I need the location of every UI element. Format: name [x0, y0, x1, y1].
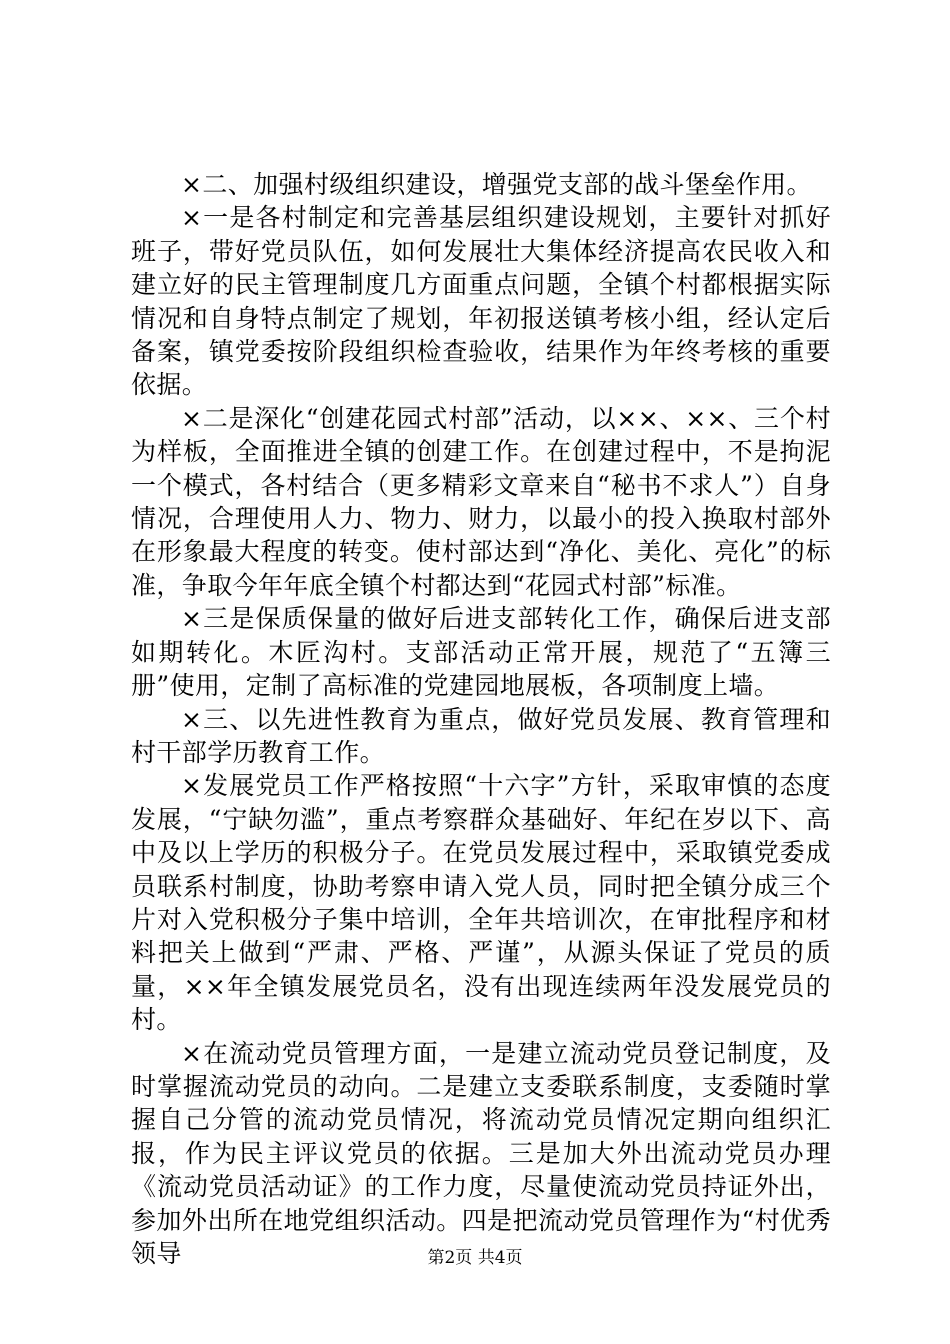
- paragraph-mobile-members: ×在流动党员管理方面，一是建立流动党员登记制度，及时掌握流动党员的动向。二是建立支委联系制度，支委随时掌握自己分管的流动党员情况，将流动党员情况定期向组织汇报，作为民主评议党员的依据。三是加大外出流动党员办理《流动党员活动证》的工作力度，尽量使流动党员持证外出，参加外出所在地党组织活动。四是把流动党员管理作为“村优秀领导: [131, 1038, 831, 1268]
- section-heading-3: ×三、以先进性教育为重点，做好党员发展、教育管理和村干部学历教育工作。: [131, 704, 831, 767]
- document-body: [131, 168, 831, 1270]
- paragraph-branch-transformation: ×三是保质保量的做好后进支部转化工作，确保后进支部如期转化。木匠沟村。支部活动正常开展，规范了“五簿三册”使用，定制了高标准的党建园地展板，各项制度上墙。: [131, 604, 831, 701]
- paragraph-garden-village: ×二是深化“创建花园式村部”活动，以××、××、三个村为样板，全面推进全镇的创建工作。在创建过程中，不是拘泥一个模式，各村结合（更多精彩文章来自“秘书不求人”）自身情况，合理使用人力、物力、财力，以最小的投入换取村部外在形象最大程度的转变。使村部达到“净化、美化、亮化”的标准，争取今年年底全镇个村都达到“花园式村部”标准。: [131, 403, 831, 600]
- paragraph-planning: ×一是各村制定和完善基层组织建设规划，主要针对抓好班子，带好党员队伍，如何发展壮大集体经济提高农民收入和建立好的民主管理制度几方面重点问题，全镇个村都根据实际情况和自身特点制定了规划，年初报送镇考核小组，经认定后备案，镇党委按阶段组织检查验收，结果作为年终考核的重要依据。: [131, 203, 831, 400]
- page-footer: 第2页 共4页: [427, 1248, 523, 1268]
- section-heading-2: ×二、加强村级组织建设，增强党支部的战斗堡垒作用。: [181, 170, 812, 199]
- paragraph-party-development: ×发展党员工作严格按照“十六字”方针，采取审慎的态度发展，“宁缺勿滥”，重点考察群众基础好、年纪在岁以下、高中及以上学历的积极分子。在党员发展过程中，采取镇党委成员联系村制度，协助考察申请入党人员，同时把全镇分成三个片对入党积极分子集中培训，全年共培训次，在审批程序和材料把关上做到“严肃、严格、严谨”，从源头保证了党员的质量，××年全镇发展党员名，没有出现连续两年没发展党员的村。: [131, 771, 831, 1035]
